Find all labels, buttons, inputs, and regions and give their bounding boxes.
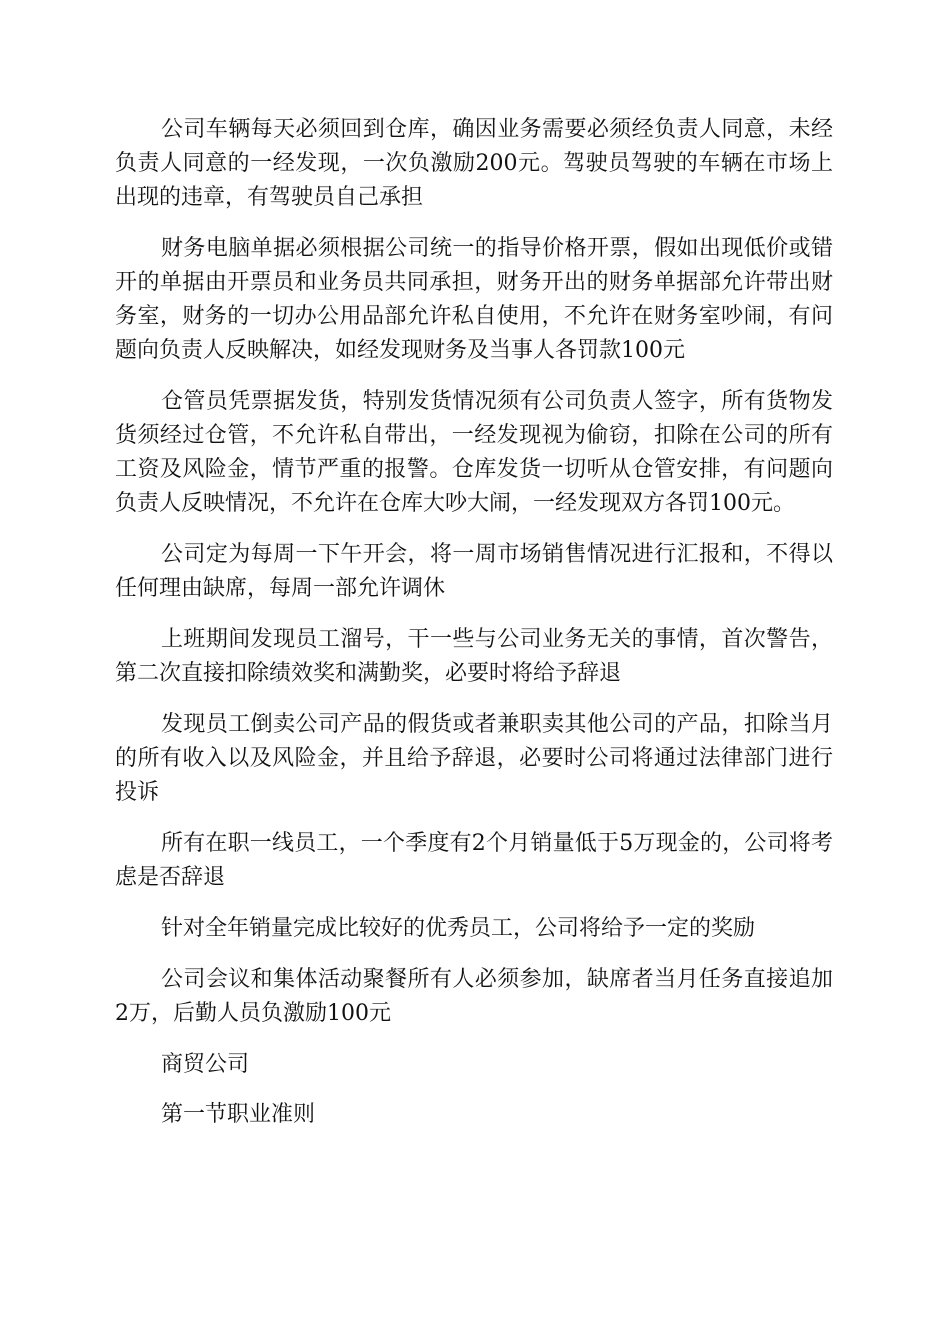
paragraph-warehouse-rules: 仓管员凭票据发货，特别发货情况须有公司负责人签字，所有货物发货须经过仓管，不允许私自带出，一经发现视为偷窃，扣除在公司的所有工资及风险金，情节严重的报警。仓库发货一切听从仓管安排，有问题向负责人反映情况，不允许在仓库大吵大闹，一经发现双方各罚100元。	[115, 389, 833, 516]
section-heading: 第一节职业准则	[161, 1102, 316, 1127]
paragraph-sales-threshold: 所有在职一线员工，一个季度有2个月销量低于5万现金的，公司将考虑是否辞退	[115, 831, 833, 890]
paragraph-reward: 针对全年销量完成比较好的优秀员工，公司将给予一定的奖励	[161, 916, 756, 941]
document-body	[115, 113, 833, 1148]
paragraph-activity-rules: 公司会议和集体活动聚餐所有人必须参加，缺席者当月任务直接追加2万，后勤人员负激励100元	[115, 967, 833, 1026]
paragraph-resale-rules: 发现员工倒卖公司产品的假货或者兼职卖其他公司的产品，扣除当月的所有收入以及风险金，并且给予辞退，必要时公司将通过法律部门进行投诉	[115, 712, 833, 805]
paragraph-meeting-rules: 公司定为每周一下午开会，将一周市场销售情况进行汇报和，不得以任何理由缺席，每周一部允许调休	[115, 542, 833, 601]
paragraph-finance-rules: 财务电脑单据必须根据公司统一的指导价格开票，假如出现低价或错开的单据由开票员和业务员共同承担，财务开出的财务单据部允许带出财务室，财务的一切办公用品部允许私自使用，不允许在财务室吵闹，有问题向负责人反映解决，如经发现财务及当事人各罚款100元	[115, 236, 833, 363]
paragraph-vehicle-rules: 公司车辆每天必须回到仓库，确因业务需要必须经负责人同意，未经负责人同意的一经发现，一次负激励200元。驾驶员驾驶的车辆在市场上出现的违章，有驾驶员自己承担	[115, 117, 833, 210]
company-name: 商贸公司	[161, 1052, 250, 1077]
paragraph-absence-rules: 上班期间发现员工溜号，干一些与公司业务无关的事情，首次警告，第二次直接扣除绩效奖和满勤奖，必要时将给予辞退	[115, 627, 833, 686]
